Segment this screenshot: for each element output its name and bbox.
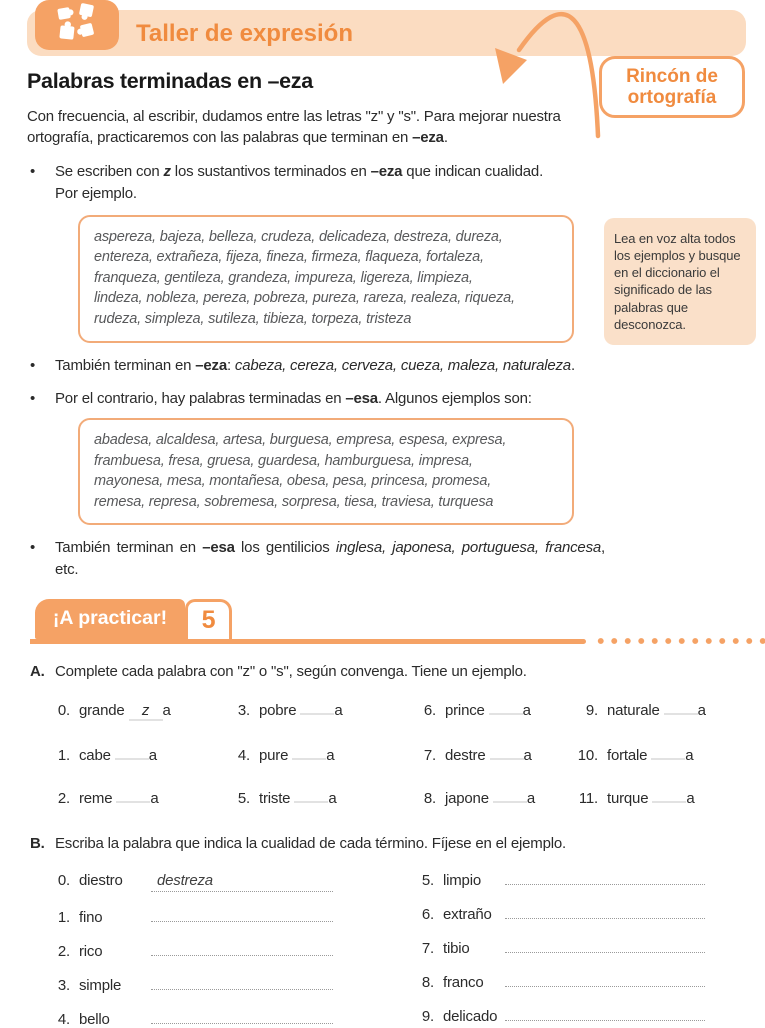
answer-line bbox=[505, 985, 705, 987]
answer-line bbox=[151, 954, 333, 956]
exercise-b-right-column bbox=[406, 872, 705, 1027]
bullet-item-gentilicios: • También terminan en –esa los gentilicios inglesa, japonesa, portuguesa, francesa, etc. bbox=[30, 537, 605, 581]
bullet-item-rule-z: • Se escriben con z los sustantivos terminados en –eza que indican cualidad. Por ejemplo. bbox=[30, 161, 605, 205]
main-column bbox=[0, 70, 765, 1028]
bullet-item-also-eza: • También terminan en –eza: cabeza, cereza, cerveza, cueza, maleza, naturaleza. bbox=[30, 355, 765, 377]
intro-period: . bbox=[443, 129, 448, 147]
intro-text: Con frecuencia, al escribir, dudamos entre las letras "z" y "s". Para mejorar nuestra ortografía, practicaremos con las palabras que terminan en bbox=[27, 107, 561, 147]
exercise-item-b4: 4. bello bbox=[42, 1011, 333, 1028]
exercise-item-b3: 3. simple bbox=[42, 977, 333, 994]
word-line: franqueza, gentileza, grandeza, impureza, ligereza, limpieza, bbox=[94, 269, 473, 286]
exercise-b-heading bbox=[30, 833, 735, 854]
exercise-item-a10: 10. fortale a bbox=[577, 747, 694, 765]
exercise-item-b2: 2. rico bbox=[42, 943, 333, 960]
exercise-item-a4: 4. pure a bbox=[237, 747, 335, 765]
exercise-item-a7: 7. destre a bbox=[423, 747, 532, 765]
puzzle-icon bbox=[54, 2, 100, 48]
exercise-item-a2: 2. reme a bbox=[57, 790, 159, 808]
exercise-a-label: A. bbox=[30, 662, 45, 680]
exercise-item-a5: 5. triste a bbox=[237, 790, 337, 808]
header-icon-box bbox=[35, 0, 119, 50]
answer-line: destreza bbox=[151, 872, 333, 891]
word-line: entereza, extrañeza, fijeza, fineza, firmeza, flaqueza, fortaleza, bbox=[94, 249, 484, 266]
answer-line bbox=[505, 883, 705, 885]
practicar-number-tab: 5 bbox=[185, 599, 232, 639]
rincon-badge-line2: ortografía bbox=[627, 87, 717, 108]
word-line: abadesa, alcaldesa, artesa, burguesa, empresa, espesa, expresa, bbox=[94, 432, 507, 449]
exercise-item-b5: 5. limpio bbox=[406, 872, 705, 889]
exercise-item-b9: 9. delicado bbox=[406, 1008, 705, 1025]
word-line: remesa, represa, sobremesa, sorpresa, tiesa, traviesa, turquesa bbox=[94, 493, 494, 510]
intro-eza-bold: –eza bbox=[412, 129, 444, 147]
exercise-a-grid bbox=[42, 702, 765, 808]
answer-blank bbox=[493, 801, 527, 803]
answer-blank bbox=[292, 758, 326, 760]
exercise-item-a3: 3. pobre a bbox=[237, 701, 343, 719]
word-box-esa bbox=[78, 418, 574, 525]
answer-blank bbox=[651, 758, 685, 760]
dotted-divider bbox=[594, 637, 765, 645]
rincon-badge-line1: Rincón de bbox=[626, 65, 718, 87]
answer-blank bbox=[300, 713, 334, 715]
answer-line bbox=[505, 1019, 705, 1021]
answer-blank bbox=[115, 758, 149, 760]
word-line: frambuesa, fresa, gruesa, guardesa, hamburguesa, impresa, bbox=[94, 452, 473, 469]
exercise-item-b8: 8. franco bbox=[406, 974, 705, 991]
answer-line bbox=[151, 920, 333, 922]
note-box: Lea en voz alta todos los ejemplos y busque en el diccionario el significado de las palabras que desconozca. bbox=[604, 218, 756, 345]
exercise-item-a11: 11. turque a bbox=[578, 790, 695, 808]
answer-blank bbox=[294, 801, 328, 803]
answer-line bbox=[505, 951, 705, 953]
bullet-item-esa: • Por el contrario, hay palabras terminadas en –esa. Algunos ejemplos son: bbox=[30, 388, 605, 410]
exercise-item-a8: 8. japone a bbox=[423, 790, 536, 808]
exercise-item-a1: 1. cabe a bbox=[57, 747, 157, 765]
answer-blank: z bbox=[129, 703, 163, 722]
banner-title: Taller de expresión bbox=[136, 20, 353, 47]
exercise-b-grid bbox=[42, 872, 765, 1027]
word-line: mayonesa, mesa, montañesa, obesa, pesa, princesa, promesa, bbox=[94, 473, 492, 490]
word-line: aspereza, bajeza, belleza, crudeza, delicadeza, destreza, dureza, bbox=[94, 228, 503, 245]
answer-blank bbox=[652, 801, 686, 803]
exercise-item-a6: 6. prince a bbox=[423, 701, 531, 719]
answer-line bbox=[505, 917, 705, 919]
practicar-strip bbox=[0, 599, 765, 645]
answer-blank bbox=[664, 713, 698, 715]
answer-line bbox=[151, 988, 333, 990]
exercise-item-a0: 0. grande z a bbox=[42, 702, 222, 722]
word-line: rudeza, simpleza, sutileza, tibieza, torpeza, tristeza bbox=[94, 310, 412, 327]
section-divider-line bbox=[30, 639, 586, 644]
exercise-a-heading bbox=[30, 661, 735, 682]
exercise-b-label: B. bbox=[30, 835, 45, 853]
answer-blank bbox=[490, 758, 524, 760]
exercise-item-b7: 7. tibio bbox=[406, 940, 705, 957]
answer-blank bbox=[116, 801, 150, 803]
exercise-item-b6: 6. extraño bbox=[406, 906, 705, 923]
curved-arrow-icon bbox=[475, 0, 665, 145]
exercise-item-b0: 0. diestro destreza bbox=[42, 872, 333, 891]
exercise-b-instruction: Escriba la palabra que indica la cualidad de cada término. Fíjese en el ejemplo. bbox=[55, 835, 566, 853]
word-box-eza bbox=[78, 215, 574, 343]
page-title: Palabras terminadas en –eza bbox=[27, 69, 313, 93]
word-line: lindeza, nobleza, pereza, pobreza, pureza, rareza, realeza, riqueza, bbox=[94, 290, 515, 307]
exercise-a-instruction: Complete cada palabra con "z" o "s", según convenga. Tiene un ejemplo. bbox=[55, 662, 527, 680]
exercise-item-a9: 9. naturale a bbox=[585, 701, 706, 719]
exercise-b-left-column bbox=[42, 872, 333, 1027]
exercise-item-b1: 1. fino bbox=[42, 909, 333, 926]
answer-line bbox=[151, 1022, 333, 1024]
practicar-badge: ¡A practicar! bbox=[35, 599, 185, 639]
answer-blank bbox=[489, 713, 523, 715]
